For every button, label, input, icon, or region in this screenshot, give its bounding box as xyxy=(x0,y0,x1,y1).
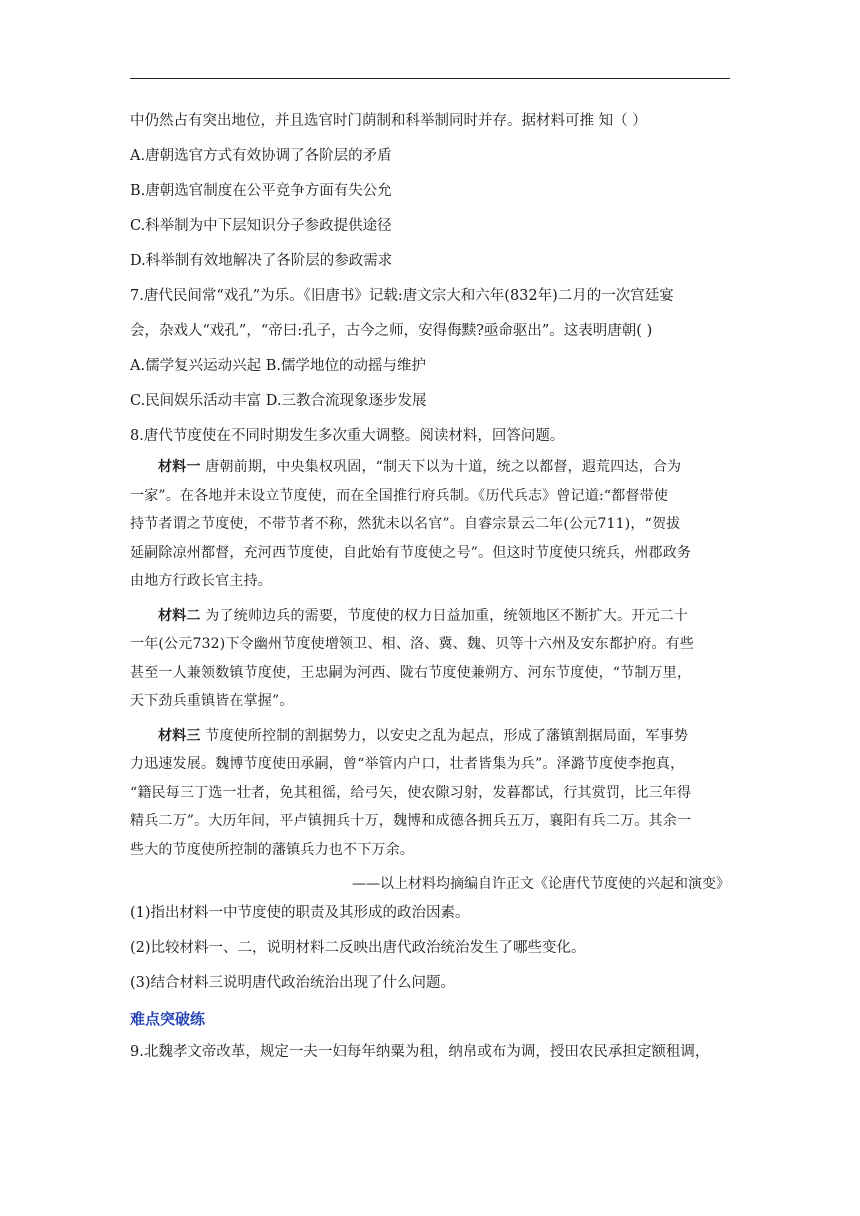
material-2 xyxy=(130,602,730,716)
question-7-stem-line-2: 会，杂戏人“戏孔”，“帝曰:孔子，古今之师，安得侮黩?亟命驱出”。这表明唐朝( ) xyxy=(130,323,653,339)
material-3-line: 些大的节度使所控制的藩镇兵力也不下万余。 xyxy=(130,841,414,858)
material-3-line: 材料三 节度使所控制的割据势力，以安史之乱为起点，形成了藩镇割据局面，军事势 xyxy=(158,727,689,744)
material-2-line: 材料二 为了统帅边兵的需要，节度使的权力日益加重，统领地区不断扩大。开元二十 xyxy=(158,607,689,624)
question-6-option-b: B.唐朝选官制度在公平竞争方面有失公允 xyxy=(130,183,392,199)
material-2-label: 材料二 xyxy=(158,607,201,624)
question-6-option-d: D.科举制有效地解决了各阶层的参政需求 xyxy=(130,253,393,269)
material-1-line: 持节者谓之节度使，不带节者不称，然犹未以名官”。自睿宗景云二年(公元711)，“贺拔 xyxy=(130,516,681,532)
material-1-line: 一家”。在各地并未设立节度使，而在全国推行府兵制。《历代兵志》曾记道:“都督带使 xyxy=(130,487,669,504)
question-8-stem: 8.唐代节度使在不同时期发生多次重大调整。阅读材料，回答问题。 xyxy=(130,428,565,444)
material-1-line: 材料一 唐朝前期，中央集权巩固，“制天下以为十道，统之以都督，遐荒四达，合为 xyxy=(158,459,682,475)
page-content xyxy=(130,110,730,1063)
question-8-sub-3: (3)结合材料三说明唐代政治统治出现了什么问题。 xyxy=(130,975,456,991)
material-1-line: 延嗣除凉州都督，充河西节度使，自此始有节度使之号”。但这时节度使只统兵，州郡政务 xyxy=(130,544,692,561)
section-title: 难点突破练 xyxy=(130,1010,206,1028)
material-2-line: 甚至一人兼领数镇节度使，王忠嗣为河西、陇右节度使兼朔方、河东节度使，“节制万里， xyxy=(130,664,692,681)
question-7-stem-line-1: 7.唐代民间常“戏孔”为乐。《旧唐书》记载:唐文宗大和六年(832年)二月的一次宫廷宴 xyxy=(130,288,674,304)
question-6-option-c: C.科举制为中下层知识分子参政提供途径 xyxy=(130,218,392,234)
material-1-line: 由地方行政长官主持。 xyxy=(130,573,272,589)
material-3-line: 力迅速发展。魏博节度使田承嗣，曾“举管内户口，壮者皆集为兵”。泽潞节度使李抱真， xyxy=(130,756,685,772)
material-1 xyxy=(130,453,730,596)
question-6-stem-continuation: 中仍然占有突出地位，并且选官时门荫制和科举制同时并存。据材料可推 知（ ） xyxy=(130,113,647,129)
header-rule xyxy=(130,78,730,79)
material-source: ——以上材料均摘编自许正文《论唐代节度使的兴起和演变》 xyxy=(352,876,730,892)
material-2-line: 天下劲兵重镇皆在掌握”。 xyxy=(130,693,294,709)
question-8-sub-1: (1)指出材料一中节度使的职责及其形成的政治因素。 xyxy=(130,905,470,921)
question-6-option-a: A.唐朝选官方式有效协调了各阶层的矛盾 xyxy=(130,148,392,164)
question-9-stem: 9.北魏孝文帝改革，规定一夫一妇每年纳粟为租，纳帛或布为调，授田农民承担定额租调， xyxy=(130,1044,710,1060)
question-7-options-ab: A.儒学复兴运动兴起 B.儒学地位的动摇与维护 xyxy=(130,358,426,374)
question-7-options-cd: C.民间娱乐活动丰富 D.三教合流现象逐步发展 xyxy=(130,393,427,409)
material-3-line: 精兵二万”。大历年间，平卢镇拥兵十万，魏博和成德各拥兵五万，襄阳有兵二万。其余一 xyxy=(130,813,692,829)
question-8-sub-2: (2)比较材料一、二，说明材料二反映出唐代政治统治发生了哪些变化。 xyxy=(130,940,586,956)
material-3 xyxy=(130,722,730,865)
material-3-label: 材料三 xyxy=(158,727,201,744)
material-1-label: 材料一 xyxy=(158,459,201,475)
material-2-line: 一年(公元732)下令幽州节度使增领卫、相、洛、冀、魏、贝等十六州及安东都护府。有些 xyxy=(130,636,695,652)
material-3-line: “籍民每三丁选一壮者，免其租徭，给弓矢，使农隙习射，发暮都试，行其赏罚，比三年得 xyxy=(130,784,692,801)
